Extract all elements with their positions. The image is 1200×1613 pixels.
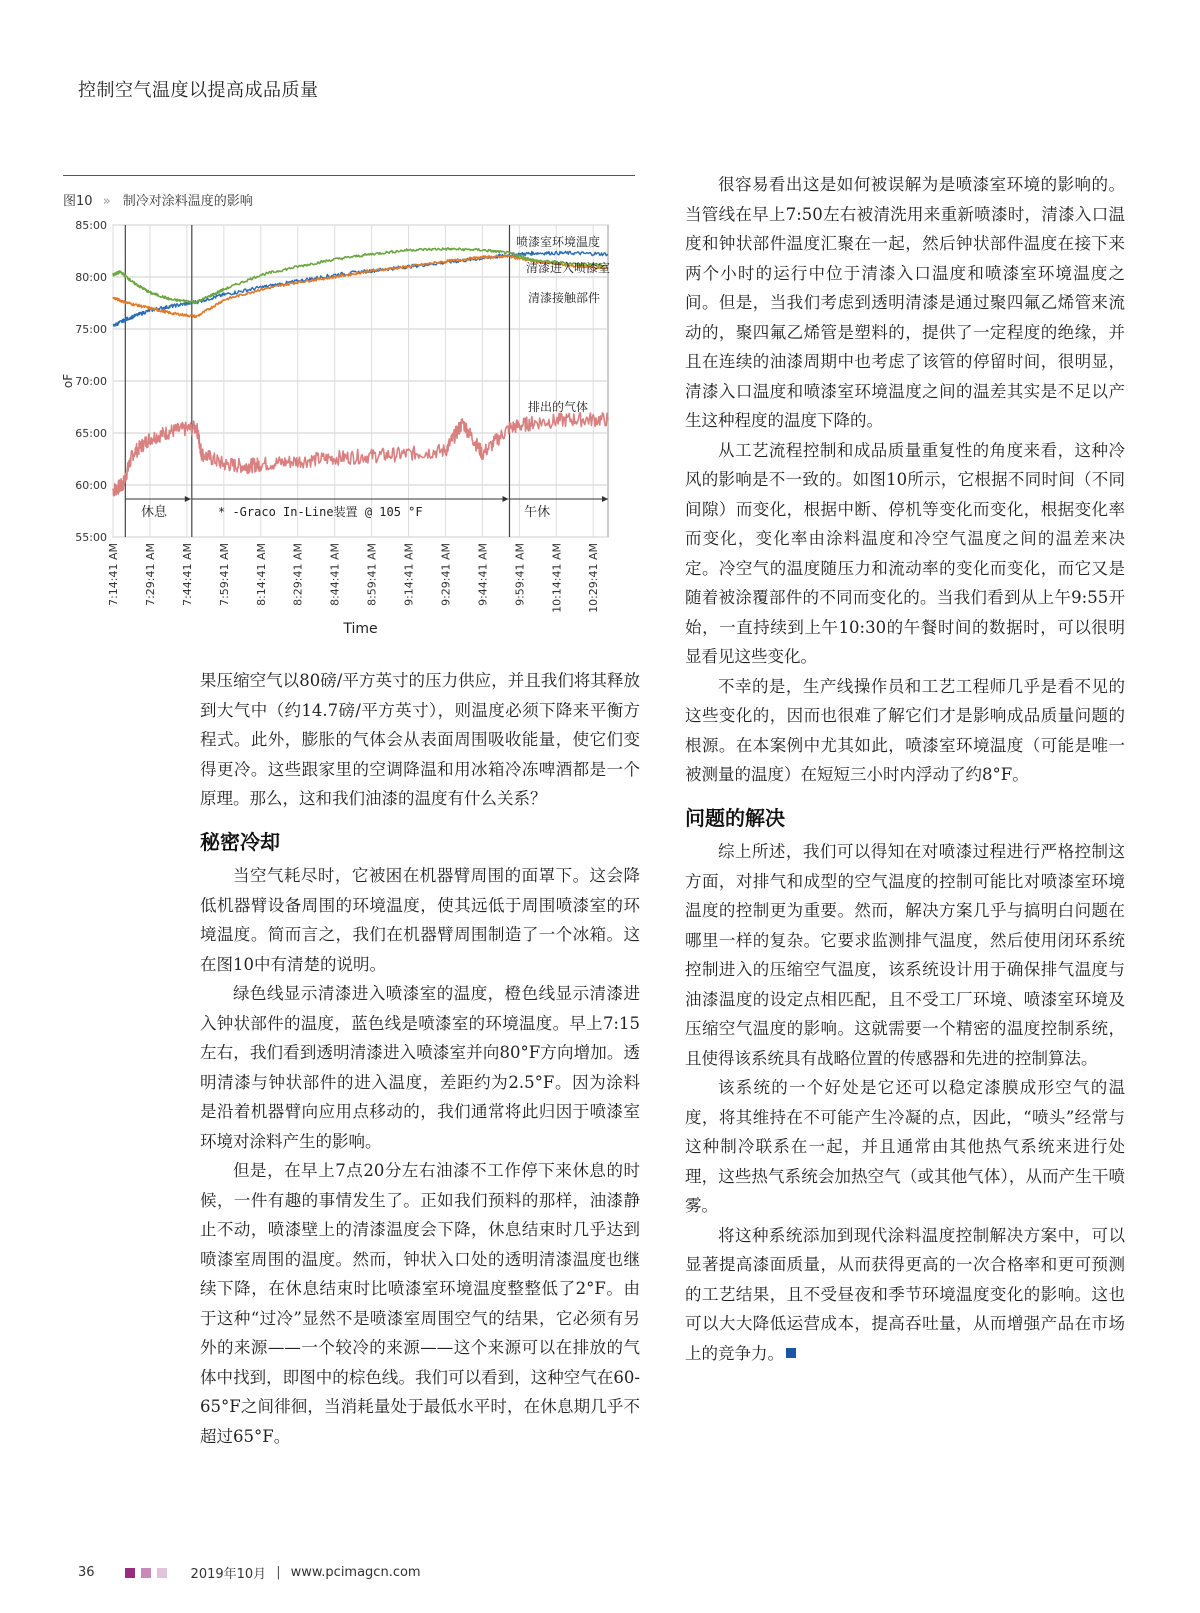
right-column [685, 170, 1125, 1368]
y-tick-label: 70:00 [75, 375, 107, 388]
x-tick-label: 7:59:41 AM [217, 543, 231, 606]
left-paragraph-3: 但是，在早上7点20分左右油漆不工作停下来休息的时候，一件有趣的事情发生了。正如我们预料的那样，油漆静止不动，喷漆壁上的清漆温度会下降，休息结束时几乎达到喷漆室周围的温度。然而，钟状入口处的透明清漆温度也继续下降，在休息结束时比喷漆室环境温度整整低了2°F。由于这种“过冷”显然不是喷漆室周围空气的结果，它必须有另外的来源——一个较冷的来源——这个来源可以在排放的气体中找到，即图中的棕色线。我们可以看到，这种空气在60-65°F之间徘徊，当消耗量处于最低水平时，在休息期几乎不超过65°F。 [200, 1161, 640, 1446]
graco-arrow-head [502, 496, 508, 502]
x-tick-label: 8:44:41 AM [328, 543, 342, 606]
rest-arrow-head [185, 496, 191, 502]
page-footer [78, 1563, 421, 1582]
left-intro-paragraph: 果压缩空气以80磅/平方英寸的压力供应，并且我们将其释放到大气中（约14.7磅/平方英寸），则温度必须下降来平衡方程式。此外，膨胀的气体会从表面周围吸收能量，使它们变得更冷。这些跟家里的空调降温和用冰箱冷冻啤酒都是一个原理。那么，这和我们油漆的温度有什么关系？ [200, 671, 640, 808]
annotation-lunch-label: 午休 [524, 505, 551, 520]
figure-caption-text: 制冷对涂料温度的影响 [122, 194, 253, 209]
x-tick-labels [107, 543, 600, 637]
x-tick-label: 7:29:41 AM [143, 543, 157, 606]
x-tick-label: 9:59:41 AM [513, 543, 527, 606]
annotation-bell-label: 清漆接触部件 [528, 291, 601, 305]
x-tick-label: 8:29:41 AM [291, 543, 305, 606]
x-tick-label: 10:29:41 AM [587, 543, 601, 613]
x-tick-label: 9:44:41 AM [476, 543, 490, 606]
footer-square-icon [157, 1568, 167, 1578]
annotation-ambient-label: 喷漆室环境温度 [516, 235, 601, 249]
right-paragraph-3: 不幸的是，生产线操作员和工艺工程师几乎是看不见的这些变化的，因而也很难了解它们才是影响成品质量问题的根源。在本案例中尤其如此，喷漆室环境温度（可能是唯一被测量的温度）在短短三小时内浮动了约8°F。 [685, 676, 1125, 784]
page-number: 36 [78, 1565, 95, 1580]
right-paragraph-2: 从工艺流程控制和成品质量重复性的角度来看，这种冷风的影响是不一致的。如图10所示，它根据不同时间（不同间隙）而变化，根据中断、停机等变化而变化，根据变化率而变化，变化率由涂料温度和冷空气温度之间的温差来决定。冷空气的温度随压力和流动率的变化而变化，而它又是随着被涂覆部件的不同而变化的。当我们看到从上午9:55开始，一直持续到上午10:30的午餐时间的数据时，可以很明显看见这些变化。 [685, 440, 1125, 666]
left-paragraph-2: 绿色线显示清漆进入喷漆室的温度，橙色线显示清漆进入钟状部件的温度，蓝色线是喷漆室的环境温度。早上7:15左右，我们看到透明清漆进入喷漆室并向80°F方向增加。透明清漆与钟状部件的进入温度，差距约为2.5°F。因为涂料是沿着机器臂向应用点移动的，我们通常将此归因于喷漆室环境对涂料产生的影响。 [200, 984, 640, 1151]
y-tick-label: 60:00 [75, 479, 107, 492]
right-paragraph-1: 很容易看出这是如何被误解为是喷漆室环境的影响的。当管线在早上7:50左右被清洗用来重新喷漆时，清漆入口温度和钟状部件温度汇聚在一起，然后钟状部件温度在接下来两个小时的运行中位于清漆入口温度和喷漆室环境温度之间。但是，当我们考虑到透明清漆是通过聚四氟乙烯管来流动的，聚四氟乙烯管是塑料的，提供了一定程度的绝缘，并且在连续的油漆周期中也考虑了该管的停留时间，很明显，清漆入口温度和喷漆室环境温度之间的温差其实是不足以产生这种程度的温度下降的。 [685, 175, 1125, 430]
page-title: 控制空气温度以提高成品质量 [78, 80, 319, 101]
annotation-exhaust-label: 排出的气体 [528, 400, 589, 414]
x-tick-label: 7:44:41 AM [180, 543, 194, 606]
figure-separator: » [102, 194, 111, 209]
website-link[interactable]: www.pcimagcn.com [290, 1565, 421, 1580]
figure-number: 图10 [63, 194, 93, 209]
temperature-chart [60, 215, 620, 643]
annotation-rest-label: 休息 [141, 505, 168, 520]
y-tick-label: 80:00 [75, 271, 107, 284]
y-tick-label: 75:00 [75, 323, 107, 336]
figure-caption [63, 190, 253, 209]
lunch-arrow-head [602, 496, 608, 502]
x-tick-label: 10:14:41 AM [550, 543, 564, 613]
x-tick-label: 9:14:41 AM [402, 543, 416, 606]
y-tick-labels [61, 219, 107, 544]
figure-top-rule [63, 175, 635, 176]
left-column [200, 666, 640, 1451]
annotation-inlet-label: 清漆进入喷漆室 [526, 261, 611, 275]
section-heading-solution: 问题的解决 [685, 805, 785, 830]
right-paragraph-6 [685, 1221, 1125, 1369]
y-tick-label: 85:00 [75, 219, 107, 232]
y-tick-label: 55:00 [75, 531, 107, 544]
footer-separator: | [276, 1565, 281, 1580]
right-paragraph-6-text: 将这种系统添加到现代涂料温度控制解决方案中，可以显著提高漆面质量，从而获得更高的一次合格率和更可预测的工艺结果，且不受昼夜和季节环境温度变化的影响。这也可以大大降低运营成本，提高吞吐量，从而增强产品在市场上的竞争力。 [685, 1225, 1125, 1363]
x-tick-label: 7:14:41 AM [107, 543, 120, 606]
x-tick-label: 9:29:41 AM [439, 543, 453, 606]
footer-square-icon [141, 1568, 151, 1578]
section-heading-secret-cooling: 秘密冷却 [200, 829, 280, 854]
annotation-graco-label: * -Graco In-Line装置 @ 105 °F [218, 505, 423, 519]
x-tick-label: 8:59:41 AM [365, 543, 379, 606]
end-mark-icon [786, 1348, 796, 1358]
issue-date: 2019年10月 [190, 1567, 267, 1582]
x-tick-label: 8:14:41 AM [254, 543, 268, 606]
y-tick-label: 65:00 [75, 427, 107, 440]
footer-square-icon [125, 1568, 135, 1578]
y-axis-label: oF [61, 373, 75, 389]
left-paragraph-1: 当空气耗尽时，它被困在机器臂周围的面罩下。这会降低机器臂设备周围的环境温度，使其远低于周围喷漆室的环境温度。简而言之，我们在机器臂周围制造了一个冰箱。这在图10中有清楚的说明。 [200, 866, 640, 974]
right-paragraph-5: 该系统的一个好处是它还可以稳定漆膜成形空气的温度，将其维持在不可能产生冷凝的点，因此，“喷头”经常与这种制冷联系在一起，并且通常由其他热气系统来进行处理，这些热气系统会加热空气（或其他气体），从而产生干喷雾。 [685, 1078, 1125, 1215]
right-paragraph-4: 综上所述，我们可以得知在对喷漆过程进行严格控制这方面，对排气和成型的空气温度的控制可能比对喷漆室环境温度的控制更为重要。然而，解决方案几乎与搞明白问题在哪里一样的复杂。它要求监测排气温度，然后使用闭环系统控制进入的压缩空气温度，该系统设计用于确保排气温度与油漆温度的设定点相匹配，且不受工厂环境、喷漆室环境及压缩空气温度的影响。这就需要一个精密的温度控制系统，且使得该系统具有战略位置的传感器和先进的控制算法。 [685, 842, 1125, 1068]
x-axis-label: Time [343, 621, 378, 637]
